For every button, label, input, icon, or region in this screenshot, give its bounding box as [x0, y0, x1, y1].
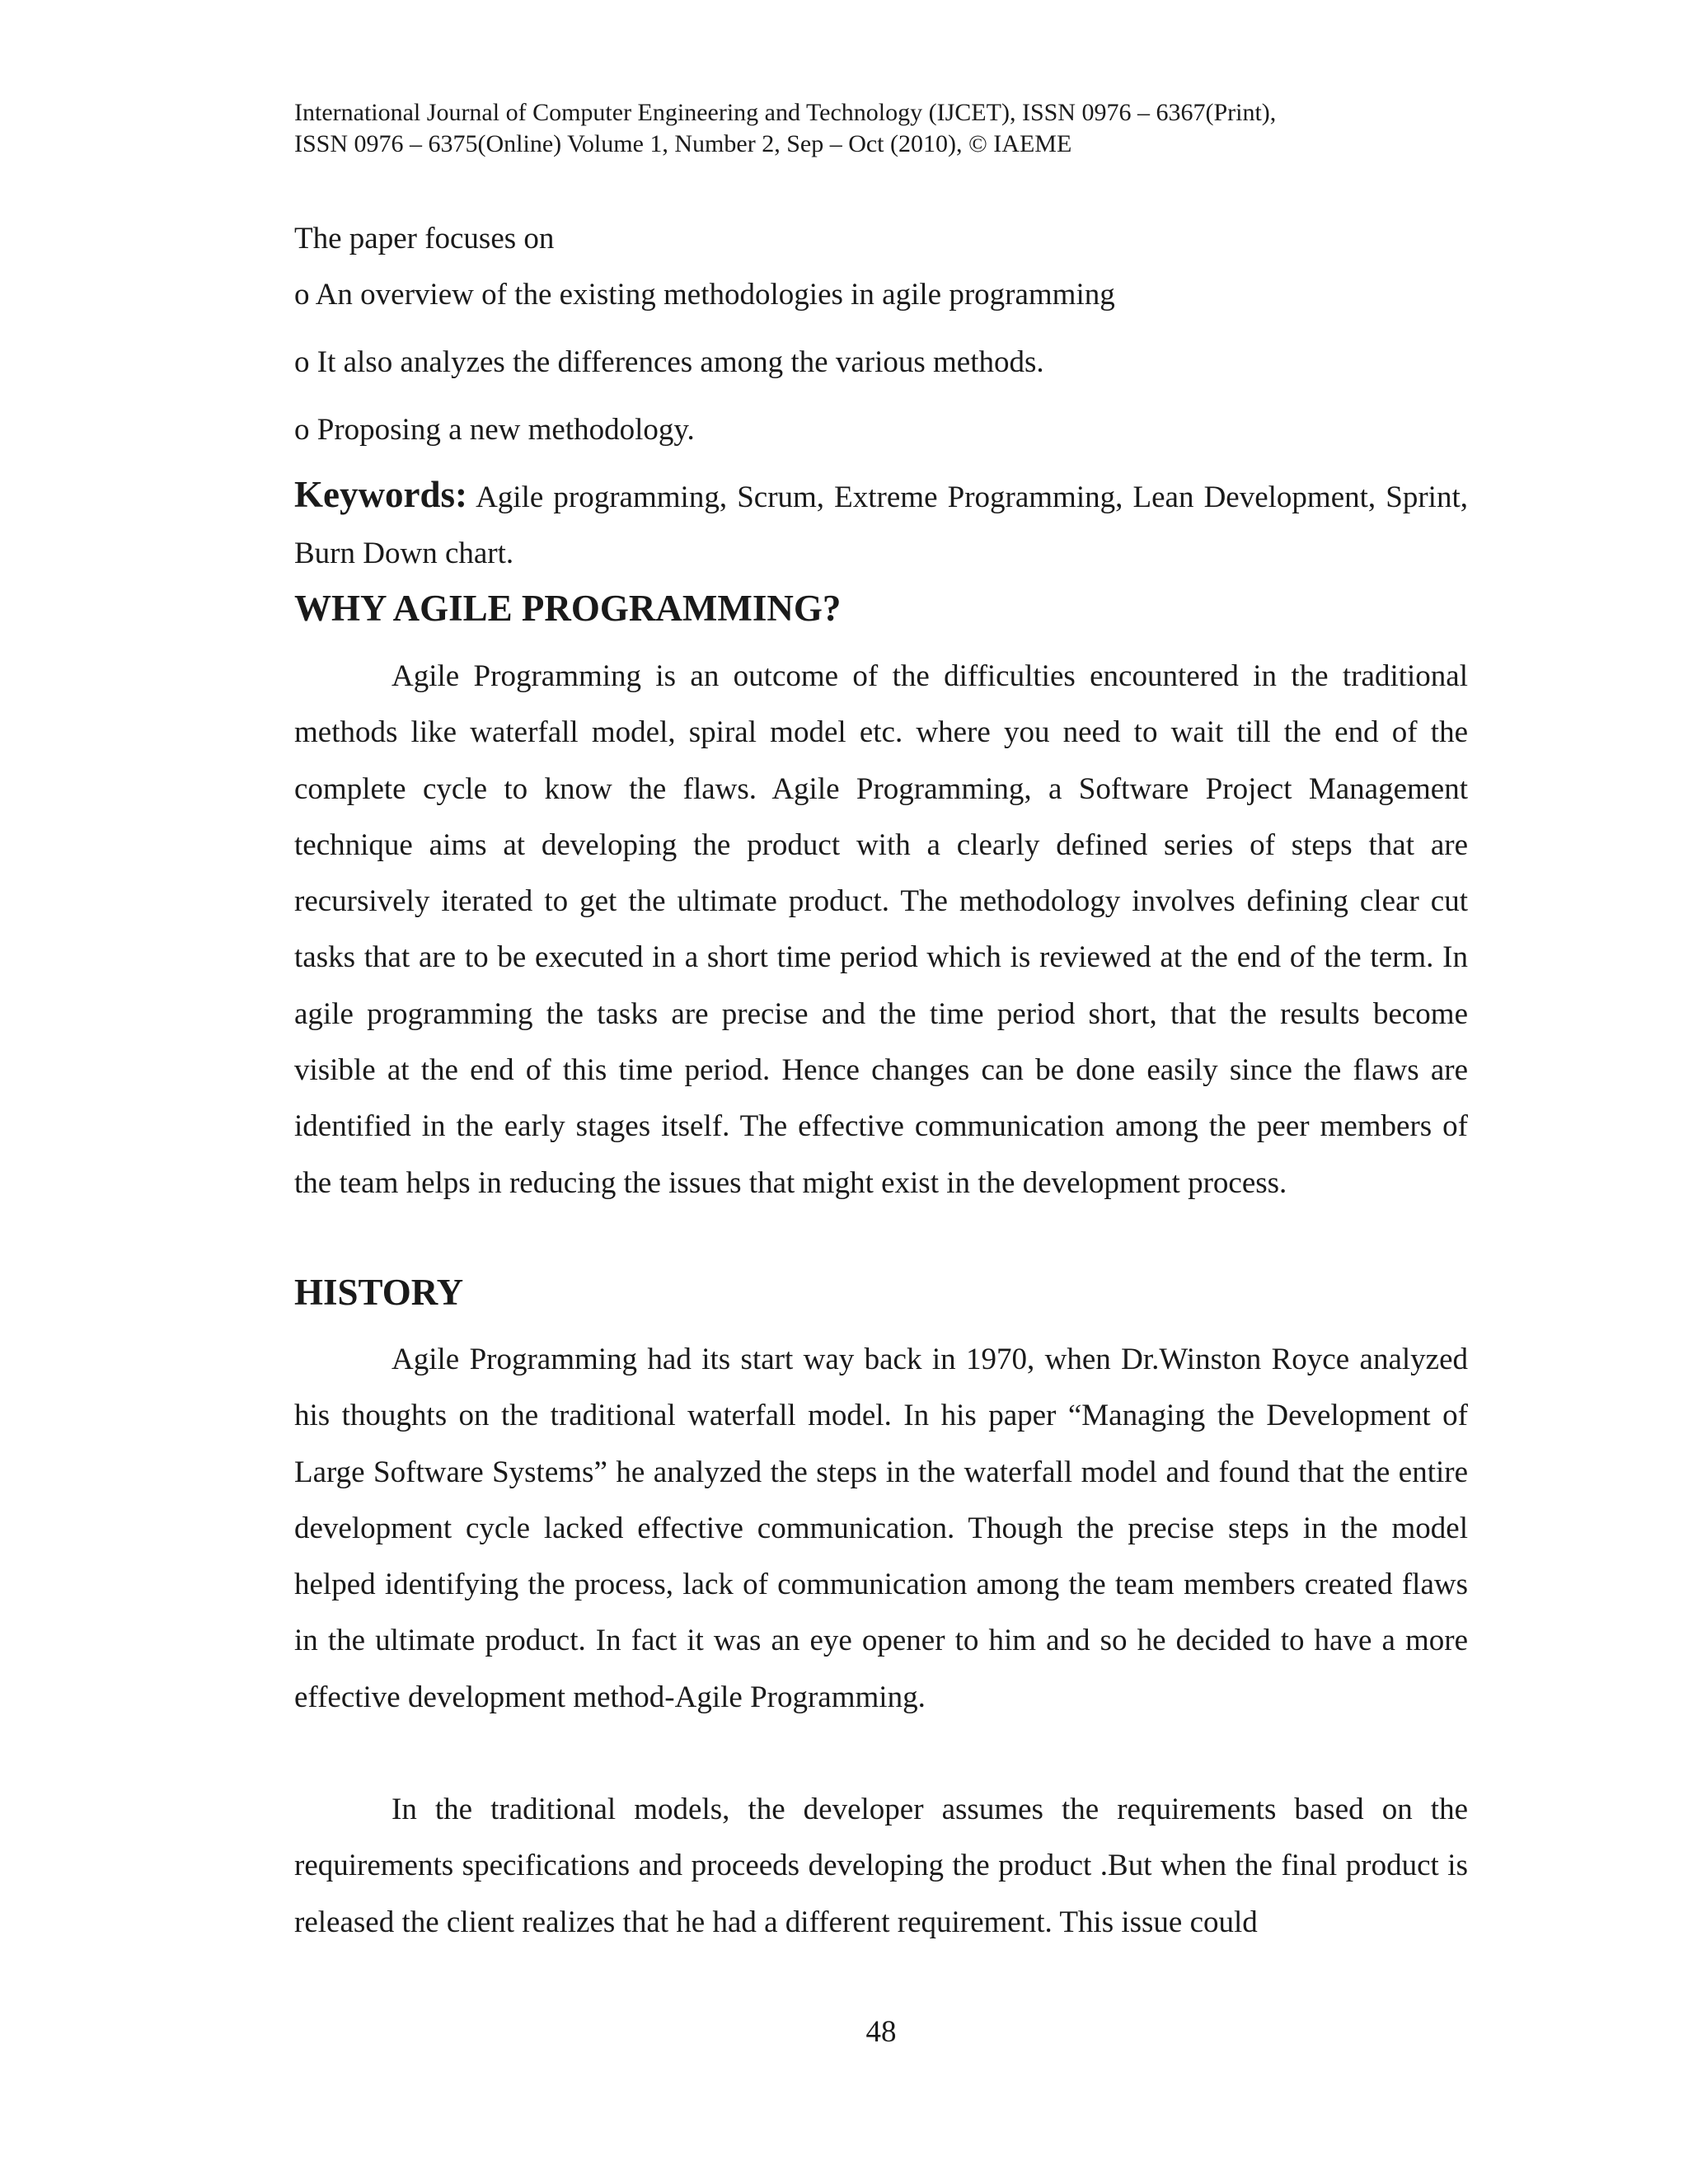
intro-bullet-2: o It also analyzes the differences among the various methods. [294, 345, 1044, 379]
section-heading-history: HISTORY [294, 1272, 464, 1313]
journal-header-line-2: ISSN 0976 – 6375(Online) Volume 1, Number 2, Sep – Oct (2010), © IAEME [294, 130, 1072, 157]
paragraph-history-2: In the traditional models, the developer assumes the requirements based on the requirements specifications and proceeds developing the product .But when the final product is released the client realizes that he had a different requirement. This issue could [294, 1793, 1468, 1939]
intro-bullet-3: o Proposing a new methodology. [294, 413, 695, 447]
keywords-text: Agile programming, Scrum, Extreme Programming, Lean Development, Sprint, Burn Down chart. [294, 480, 1468, 570]
keywords-label: Keywords: [294, 474, 467, 515]
page-number: 48 [865, 2015, 897, 2049]
section-heading-why-agile: WHY AGILE PROGRAMMING? [294, 588, 842, 629]
journal-header-line-1: International Journal of Computer Engineering and Technology (IJCET), ISSN 0976 – 6367(Print), [294, 99, 1277, 126]
keywords-block [294, 466, 1468, 582]
journal-header [294, 97, 1468, 160]
paragraph-history-1: Agile Programming had its start way back in 1970, when Dr.Winston Royce analyzed his thoughts on the traditional waterfall model. In his paper “Managing the Development of Large Software Systems” he analyzed the steps in the waterfall model and found that the entire development cycle lacked effective communication. Though the precise steps in the model helped identifying the process, lack of communication among the team members created flaws in the ultimate product. In fact it was an eye opener to him and so he decided to have a more effective development method-Agile Programming. [294, 1343, 1468, 1714]
paragraph-why-agile: Agile Programming is an outcome of the difficulties encountered in the traditional methods like waterfall model, spiral model etc. where you need to wait till the end of the complete cycle to know the flaws. Agile Programming, a Software Project Management technique aims at developing the product with a clearly defined series of steps that are recursively iterated to get the ultimate product. The methodology involves defining clear cut tasks that are to be executed in a short time period which is reviewed at the end of the term. In agile programming the tasks are precise and the time period short, that the results become visible at the end of this time period. Hence changes can be done easily since the flaws are identified in the early stages itself. The effective communication among the peer members of the team helps in reducing the issues that might exist in the development process. [294, 659, 1468, 1200]
intro-lead: The paper focuses on [294, 222, 555, 255]
intro-section [294, 220, 1468, 479]
intro-bullet-1: o An overview of the existing methodologies in agile programming [294, 278, 1115, 312]
